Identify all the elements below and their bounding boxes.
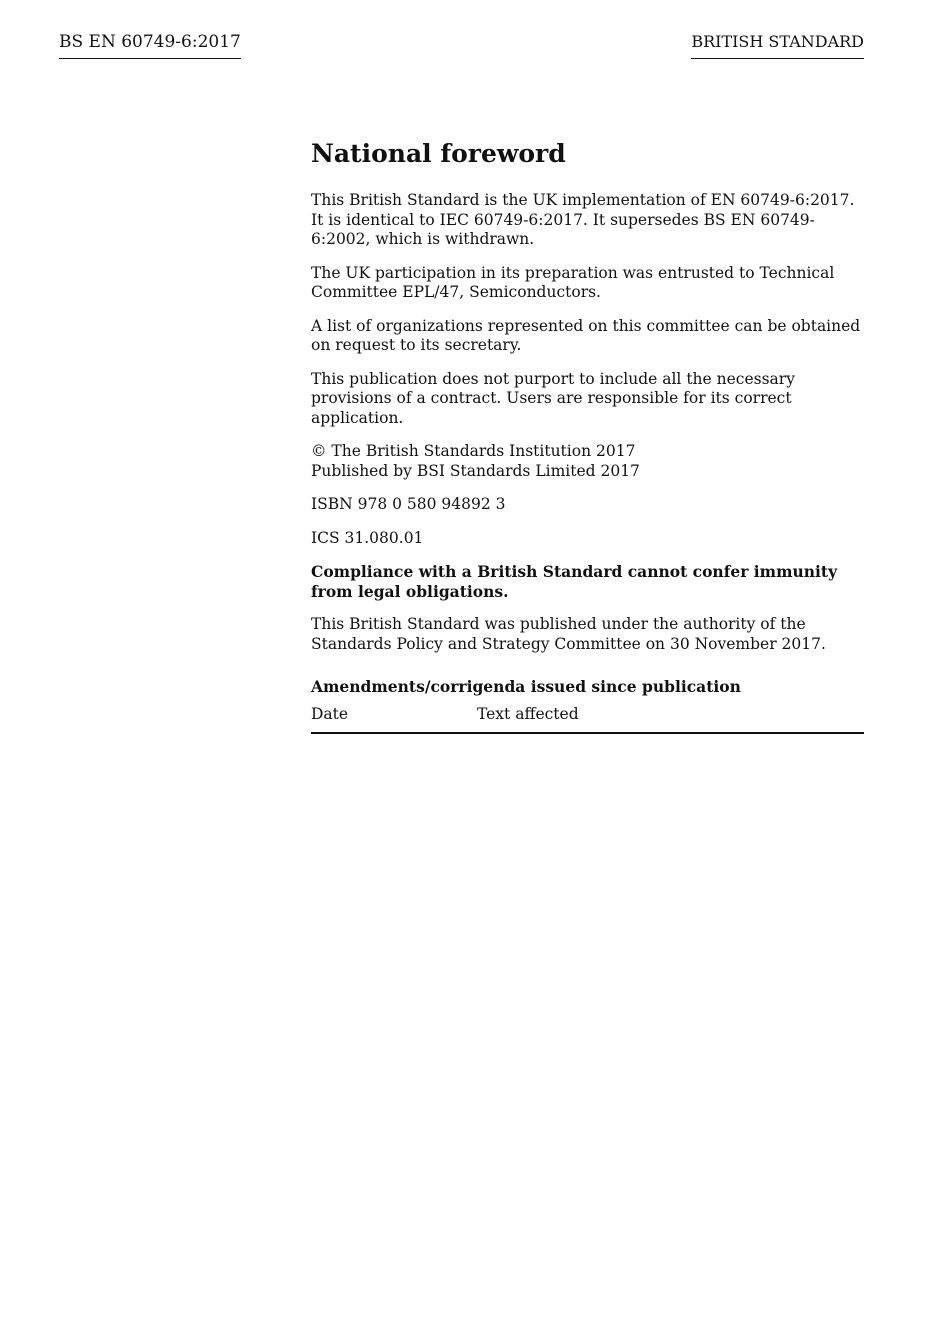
header-label: BRITISH STANDARD	[691, 31, 864, 59]
published-by-line: Published by BSI Standards Limited 2017	[311, 461, 640, 480]
paragraph-organizations: A list of organizations represented on this committee can be obtained on request to its secretary.	[311, 316, 861, 354]
copyright-block	[311, 442, 864, 481]
paragraph-implementation: This British Standard is the UK implementation of EN 60749-6:2017. It is identical to IEC 60749-6:2017. It supersedes BS EN 60749-6:2002, which is withdrawn.	[311, 191, 855, 248]
ics: ICS 31.080.01	[311, 528, 424, 547]
authority-note: This British Standard was published under the authority of the Standards Policy and Strategy Committee on 30 November 2017.	[311, 615, 826, 653]
header-document-id: BS EN 60749-6:2017	[59, 31, 241, 59]
isbn: ISBN 978 0 580 94892 3	[311, 495, 506, 513]
copyright-line: © The British Standards Institution 2017	[311, 442, 636, 460]
compliance-note: Compliance with a British Standard cannot confer immunity from legal obligations.	[311, 562, 838, 601]
paragraph-participation: The UK participation in its preparation was entrusted to Technical Committee EPL/47, Semiconductors.	[311, 263, 835, 301]
amendments-column-text-affected: Text affected	[477, 705, 579, 723]
amendments-title: Amendments/corrigenda issued since publication	[311, 677, 741, 696]
amendments-column-date: Date	[311, 705, 349, 723]
paragraph-provisions: This publication does not purport to include all the necessary provisions of a contract. Users are responsible for its correct application.	[311, 369, 795, 427]
page-title: National foreword	[311, 139, 566, 168]
foreword-content	[311, 138, 864, 734]
amendments-table	[311, 704, 864, 734]
